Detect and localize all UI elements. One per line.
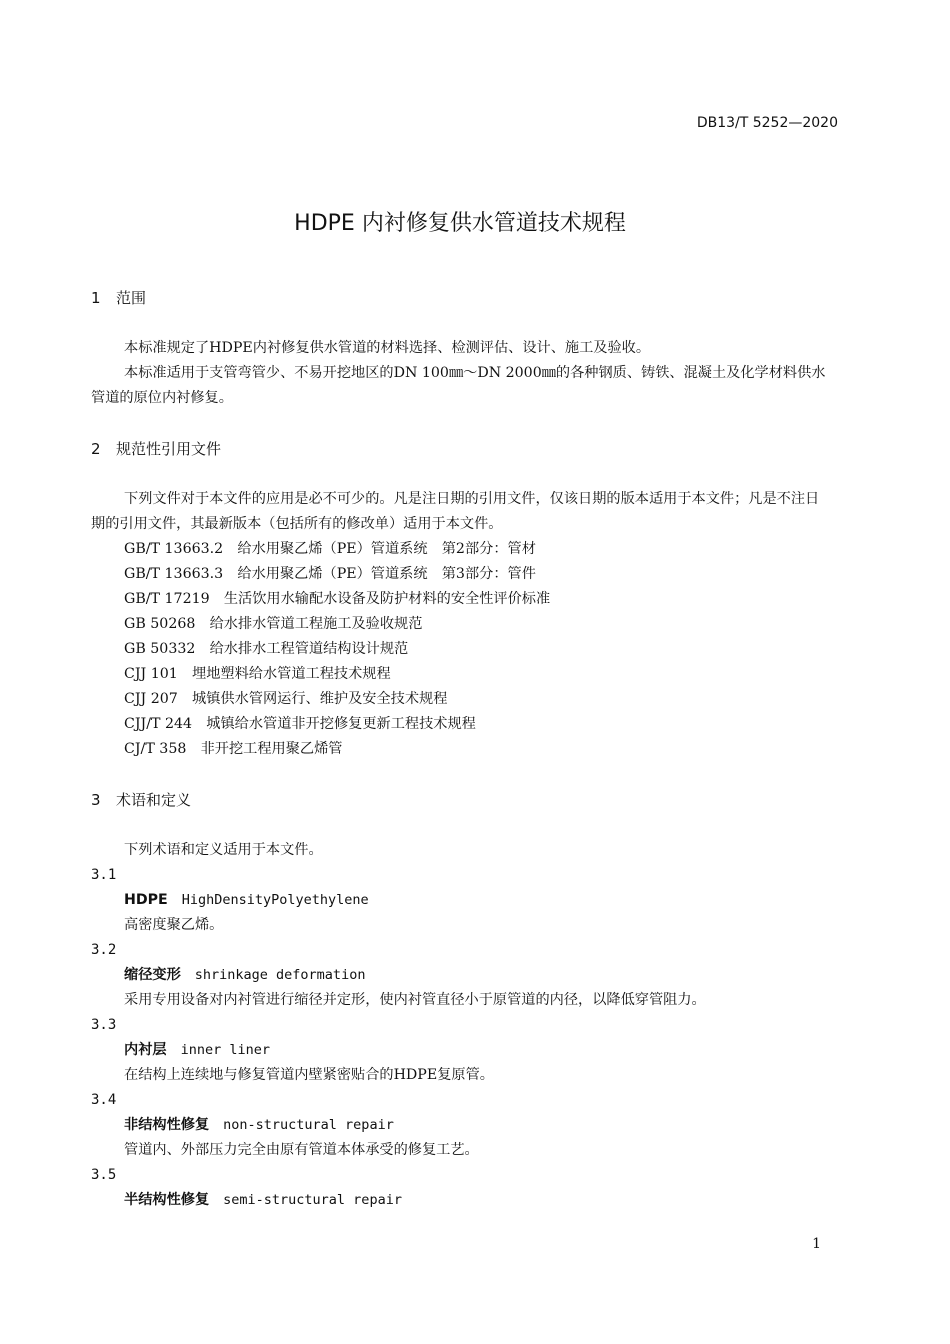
reference-item: CJJ/T 244 城镇给水管道非开挖修复更新工程技术规程 xyxy=(124,716,476,732)
term-entry xyxy=(91,1088,833,1163)
term-number: 3.1 xyxy=(91,867,117,883)
term-entry xyxy=(91,1013,833,1088)
term-english: semi-structural repair xyxy=(223,1192,402,1208)
scope-paragraph: 本标准规定了HDPE内衬修复供水管道的材料选择、检测评估、设计、施工及验收。 xyxy=(124,340,651,356)
term-line xyxy=(91,1038,833,1063)
term-number: 3.4 xyxy=(91,1092,117,1108)
term-chinese: HDPE xyxy=(124,892,168,908)
term-chinese: 内衬层 xyxy=(124,1042,167,1058)
reference-item: GB/T 17219 生活饮用水输配水设备及防护材料的安全性评价标准 xyxy=(124,591,551,607)
term-english: inner liner xyxy=(180,1042,270,1058)
term-entry xyxy=(91,1163,833,1213)
term-chinese: 非结构性修复 xyxy=(124,1117,210,1133)
section-3-heading xyxy=(91,788,833,812)
term-definition: 高密度聚乙烯。 xyxy=(124,917,224,933)
terms-intro: 下列术语和定义适用于本文件。 xyxy=(124,842,323,858)
reference-item: CJJ 101 埋地塑料给水管道工程技术规程 xyxy=(124,666,391,682)
reference-item: GB 50268 给水排水管道工程施工及验收规范 xyxy=(124,616,423,632)
term-chinese: 缩径变形 xyxy=(124,967,181,983)
term-line xyxy=(91,888,833,913)
standard-code: DB13/T 5252—2020 xyxy=(696,115,838,131)
term-number: 3.5 xyxy=(91,1167,117,1183)
document-title: HDPE 内衬修复供水管道技术规程 xyxy=(294,211,626,236)
reference-item: GB/T 13663.3 给水用聚乙烯（PE）管道系统 第3部分：管件 xyxy=(124,566,536,582)
term-english: shrinkage deformation xyxy=(194,967,366,983)
references-intro: 下列文件对于本文件的应用是必不可少的。凡是注日期的引用文件，仅该日期的版本适用于本文件；凡是不注日期的引用文件，其最新版本（包括所有的修改单）适用于本文件。 xyxy=(91,491,820,532)
section-title: 规范性引用文件 xyxy=(116,440,222,458)
document-body xyxy=(91,286,833,1213)
section-number: 3 xyxy=(91,791,101,809)
term-line xyxy=(91,963,833,988)
term-english: non-structural repair xyxy=(223,1117,394,1133)
section-number: 1 xyxy=(91,289,101,307)
reference-item: CJ/T 358 非开挖工程用聚乙烯管 xyxy=(124,741,343,757)
term-entry xyxy=(91,863,833,938)
reference-item: CJJ 207 城镇供水管网运行、维护及安全技术规程 xyxy=(124,691,448,707)
term-chinese: 半结构性修复 xyxy=(124,1192,210,1208)
term-definition: 在结构上连续地与修复管道内壁紧密贴合的HDPE复原管。 xyxy=(124,1067,494,1083)
section-1-heading xyxy=(91,286,833,310)
term-line xyxy=(91,1188,833,1213)
reference-item: GB/T 13663.2 给水用聚乙烯（PE）管道系统 第2部分：管材 xyxy=(124,541,536,557)
reference-item: GB 50332 给水排水工程管道结构设计规范 xyxy=(124,641,409,657)
scope-paragraph: 本标准适用于支管弯管少、不易开挖地区的DN 100㎜～DN 2000㎜的各种钢质、铸铁、混凝土及化学材料供水管道的原位内衬修复。 xyxy=(91,365,826,406)
section-title: 术语和定义 xyxy=(116,791,192,809)
section-2-heading xyxy=(91,437,833,461)
page-number: 1 xyxy=(812,1236,821,1252)
term-line xyxy=(91,1113,833,1138)
term-definition: 管道内、外部压力完全由原有管道本体承受的修复工艺。 xyxy=(124,1142,479,1158)
section-title: 范围 xyxy=(116,289,147,307)
term-english: HighDensityPolyethylene xyxy=(181,892,369,908)
term-entry xyxy=(91,938,833,1013)
term-number: 3.2 xyxy=(91,942,117,958)
term-definition: 采用专用设备对内衬管进行缩径并定形，使内衬管直径小于原管道的内径，以降低穿管阻力。 xyxy=(124,992,706,1008)
section-number: 2 xyxy=(91,440,101,458)
reference-list xyxy=(91,537,833,762)
term-number: 3.3 xyxy=(91,1017,117,1033)
